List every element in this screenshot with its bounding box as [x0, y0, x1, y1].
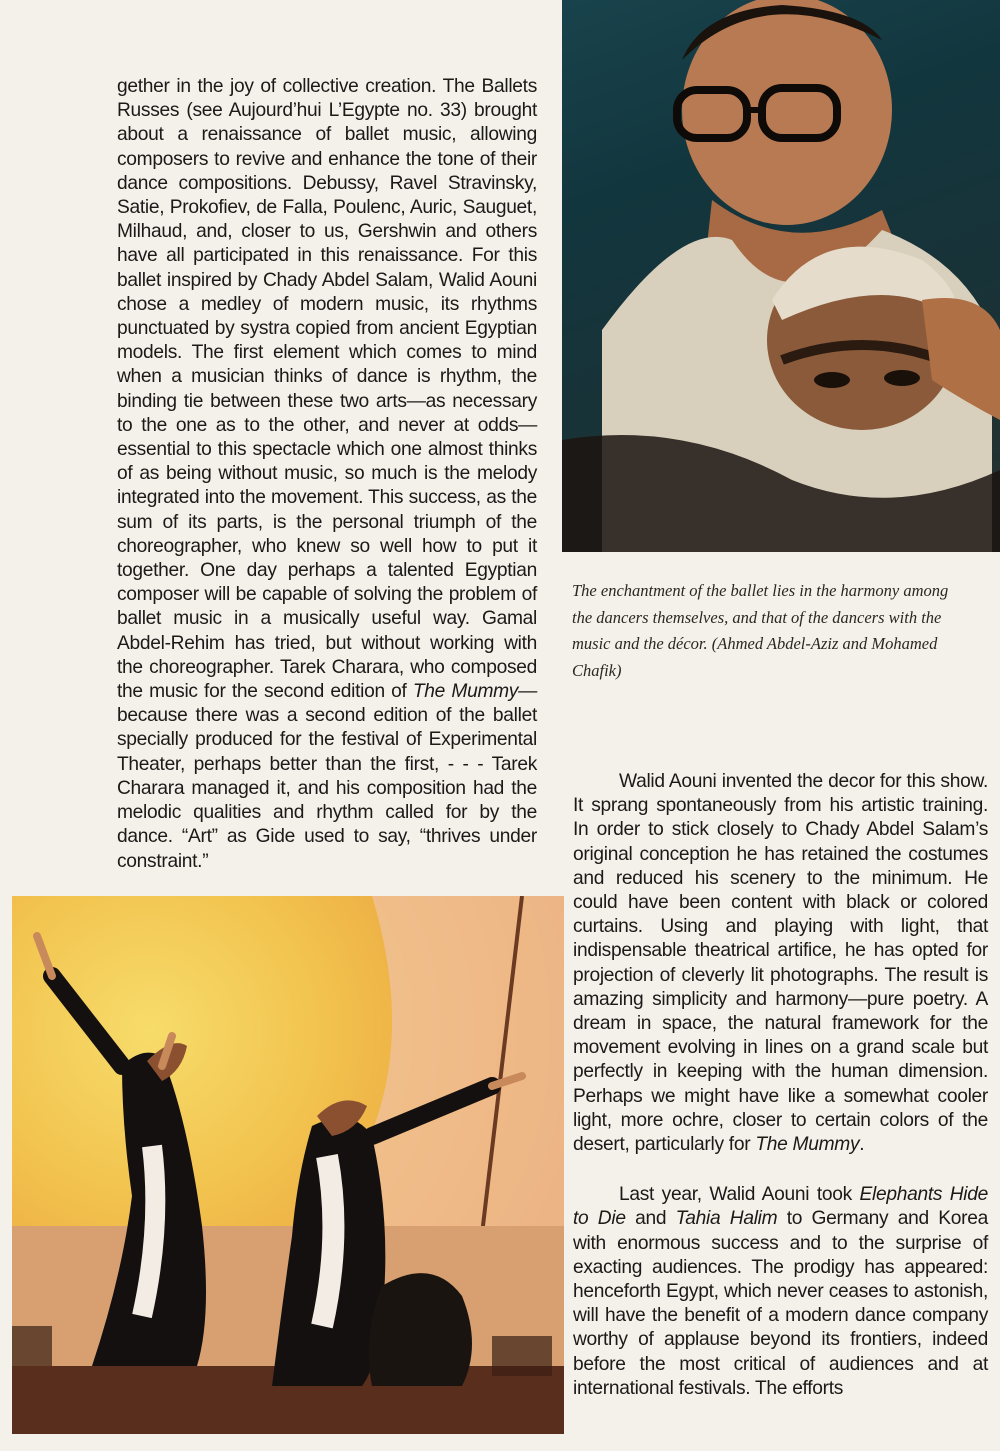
title-the-mummy: The Mummy	[412, 681, 519, 703]
photo-caption: The enchantment of the ballet lies in the harmony among the dancers themselves, and that of the dancers with the music and the décor. (Ahmed Abdel-Aziz and Mohamed Chafik)	[572, 581, 949, 680]
text-run: Last year, Walid Aouni took	[619, 1184, 860, 1206]
article-paragraph	[573, 1183, 988, 1401]
text-run: gether in the joy of collective creation. The Ballets Russes (see Aujourd’hui L’Egypte no. 33) brought about a renaissance of ballet music, allowing composers to revive and enhance the tone of their dance compositions. Debussy, Ravel Stravinsky, Satie, Prokofiev, de Falla, Poulenc, Auric, Sauguet, Milhaud, and, closer to us, Gershwin and others have all participated in this renaissance. For this ballet inspired by Chady Abdel Salam, Walid Aouni chose a medley of modern music, its rhythms punctuated by systra copied from ancient Egyptian models. The first element which comes to mind when a musician thinks of dance is rhythm, the binding tie between these two arts—as necessary to the one as to the other, and never at odds—essential to this spectacle which one almost thinks of as being without music, so much is the melody integrated into the movement. This success, as the sum of its parts, is the personal triumph of the choreographer, who knew so well how to put it together. One day perhaps a talented Egyptian composer will be capable of solving the problem of ballet music in a musically useful way. Gamal Abdel-Rehim has tried, but without working with the choreographer. Tarek Charara, who composed the music for the second edition of	[117, 76, 537, 703]
article-left-column	[117, 75, 537, 874]
photo-dancers-closeup-drawing	[562, 0, 1000, 552]
article-right-column	[573, 770, 988, 1427]
text-run: —because there was a second edition of the ballet specially produced for the festival of Experimental Theater, perhaps better than the first, - - - Tarek Charara managed it, and his composition had the melodic qualities and rhythm called for by the dance. “Art” as Gide used to say, “thrives under constraint.”	[117, 681, 537, 872]
title-tahia-halim: Tahia Halim	[675, 1208, 778, 1230]
text-run: to Germany and Korea with enormous success and to the surprise of exacting audiences. The prodigy has appeared: henceforth Egypt, which never ceases to astonish, will have the benefit of a modern dance company worthy of applause beyond its frontiers, indeed before the most critical of audiences and at international festivals. The efforts	[573, 1208, 988, 1399]
article-paragraph	[573, 770, 988, 1157]
photo-dancers-stage	[12, 896, 564, 1434]
photo-dancers-stage-drawing	[12, 896, 564, 1434]
text-run: and	[625, 1208, 676, 1230]
text-run: Walid Aouni invented the decor for this show. It sprang spontaneously from his artistic training. In order to stick closely to Chady Abdel Salam’s original conception he has retained the costumes and reduced his scenery to the minimum. He could have been content with black or colored curtains. Using and playing with light, that indispensable theatrical artifice, he has opted for projection of cleverly lit photographs. The result is amazing simplicity and harmony—pure poetry. A dream in space, the natural framework for the movement evolving in lines on a grand scale but perfectly in keeping with the human dimension. Perhaps we might have like a somewhat cooler light, more ochre, closer to certain colors of the desert, particularly for	[573, 771, 988, 1156]
photo-dancers-closeup	[562, 0, 1000, 552]
text-run: .	[859, 1134, 865, 1156]
title-the-mummy: The Mummy	[755, 1134, 860, 1156]
article-paragraph	[117, 75, 537, 874]
title-elephants-hide-to-die: Elephants Hide to Die	[573, 1184, 988, 1230]
